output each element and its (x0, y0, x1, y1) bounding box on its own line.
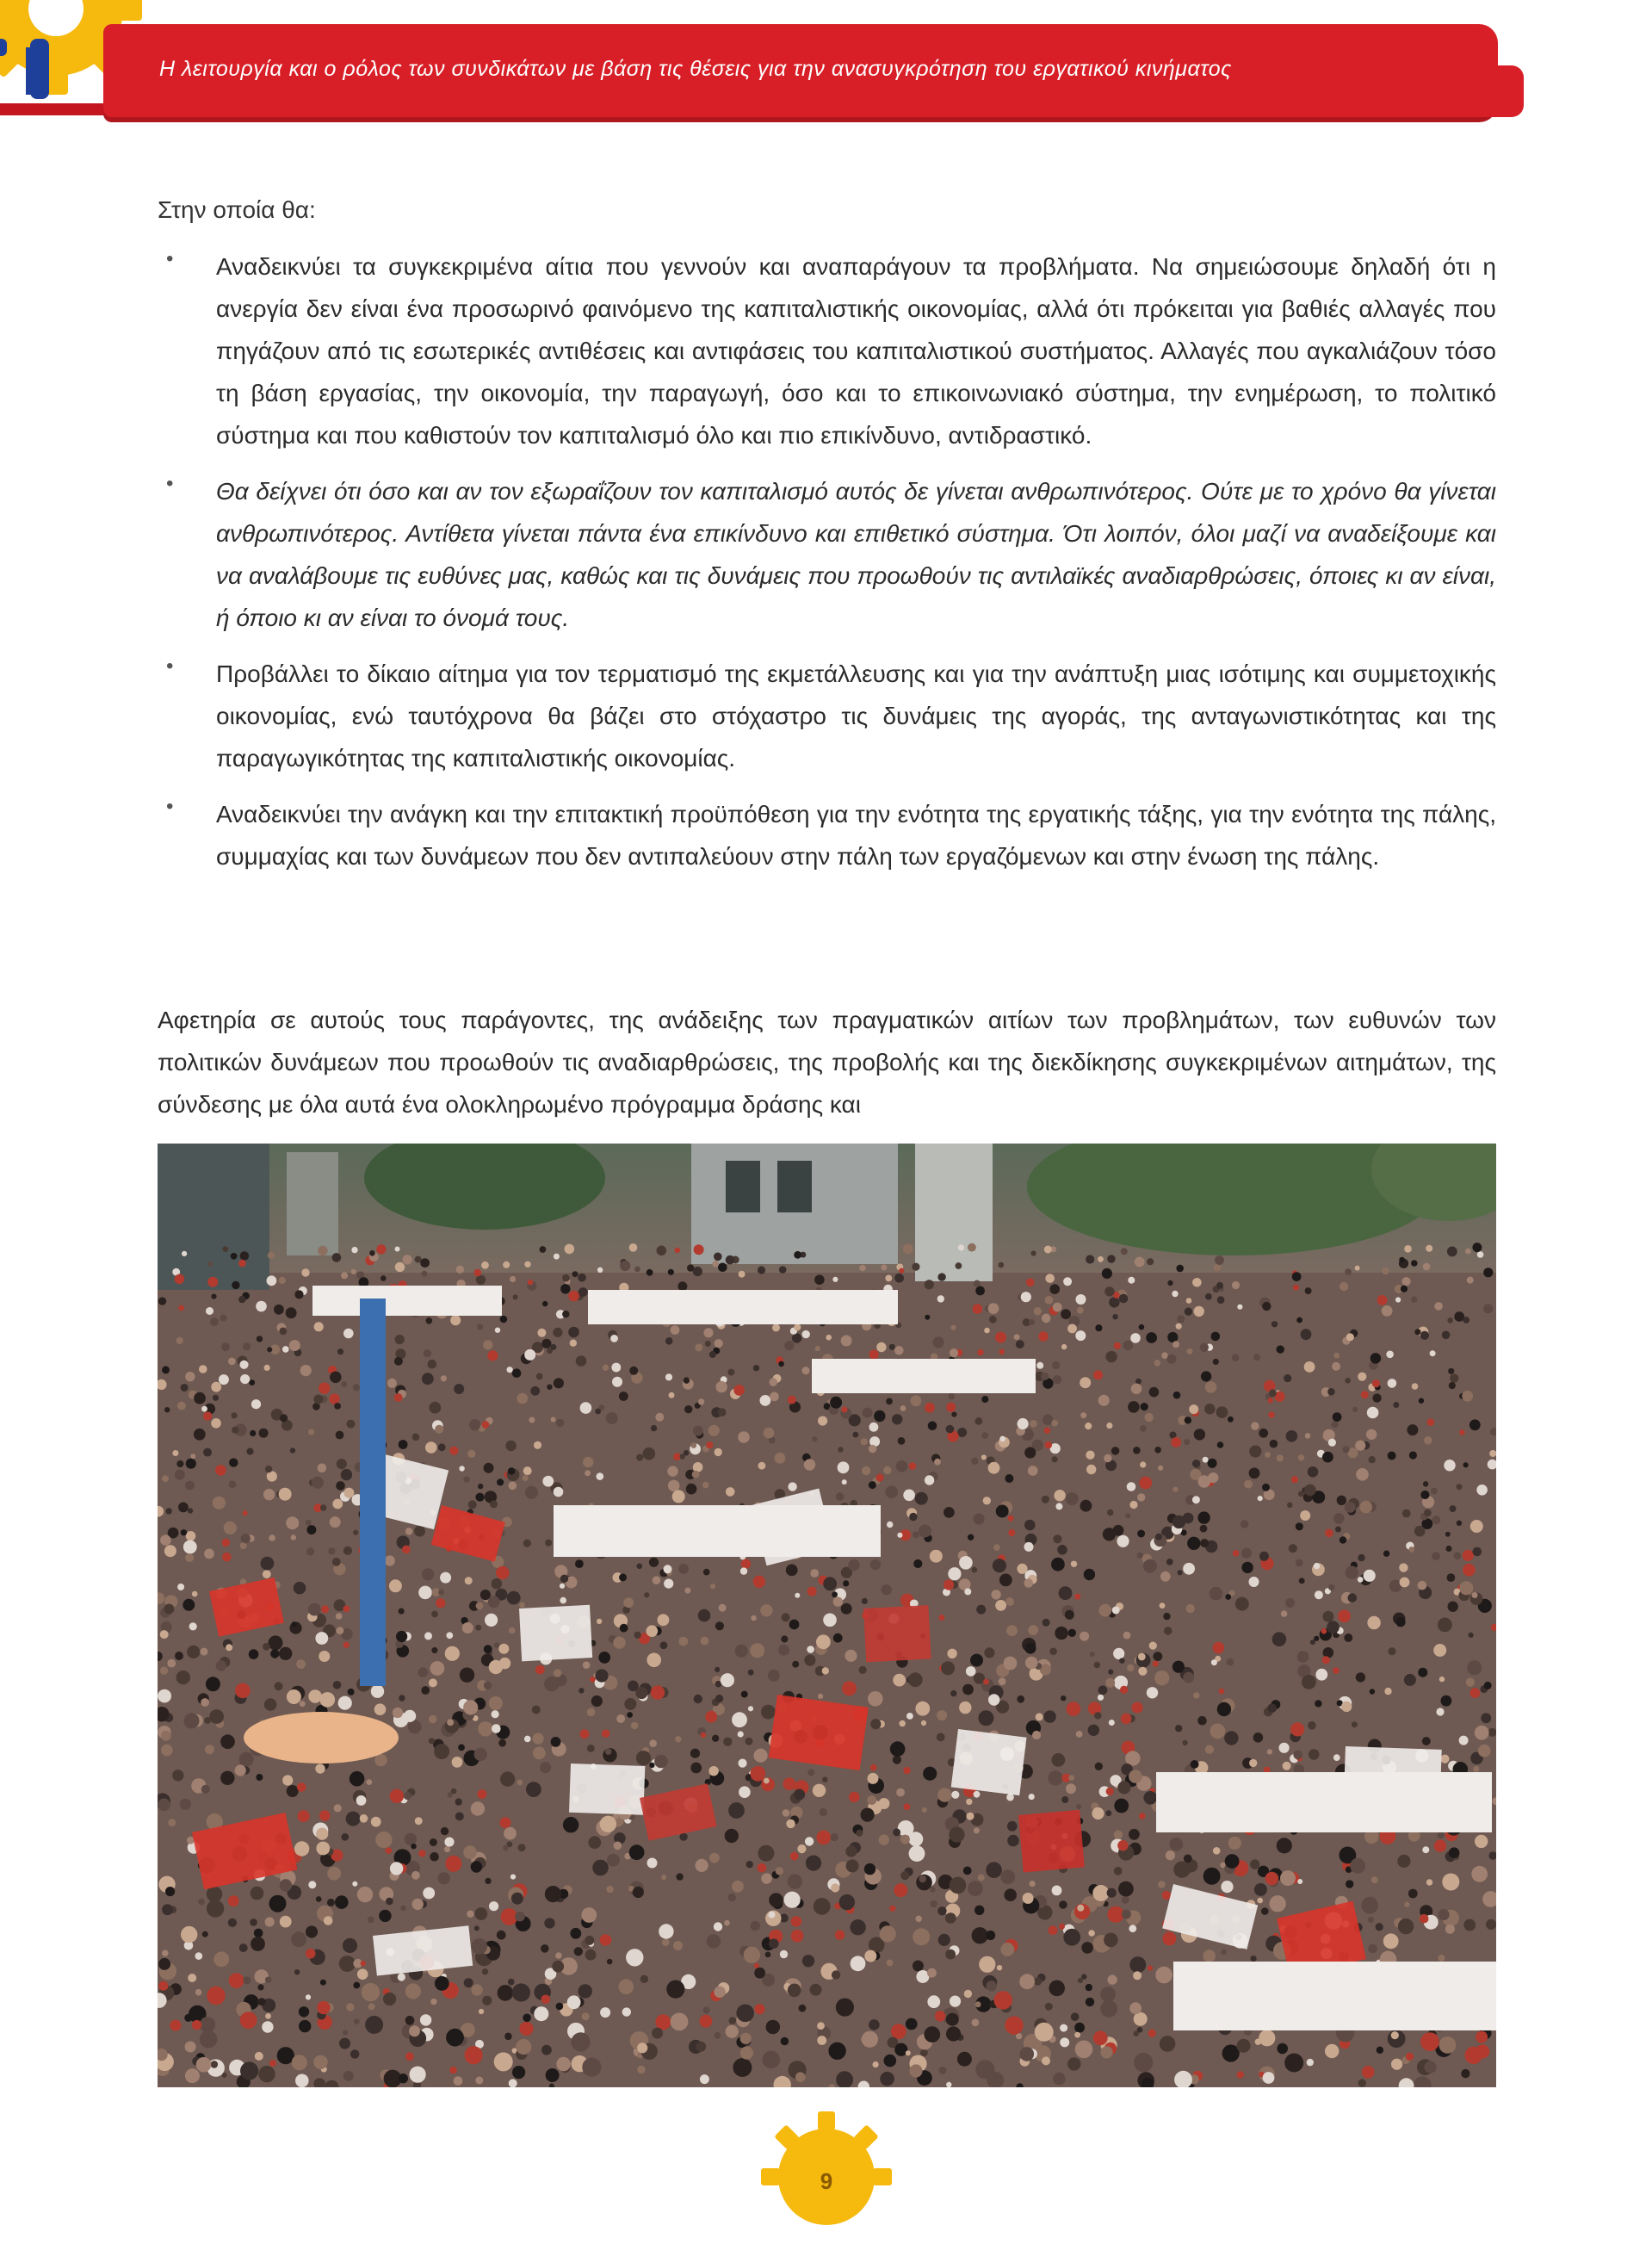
bullet-mark: • (166, 247, 174, 270)
page-number: 9 (820, 2168, 833, 2194)
bullet-list (158, 245, 1496, 891)
demonstration-photo (158, 1144, 1496, 2087)
intro-text: Στην οποία θα: (158, 196, 316, 223)
bullet-text: Προβάλλει το δίκαιο αίτημα για τον τερματισμό της εκμετάλλευσης και για την ανάπτυξη μιας ισότιμης και συμμετοχικής οικονομίας, ενώ ταυτόχρονα θα βάζει στο στόχαστρο τις δυνάμεις της αγοράς, της ανταγωνιστικότητας και της παραγωγικότητας της καπιταλιστικής οικονομίας. (216, 660, 1496, 772)
header-title: Η λειτουργία και ο ρόλος των συνδικάτων με βάση τις θέσεις για την ανασυγκρότηση του εργατικού κινήματος (159, 57, 1232, 81)
list-item (158, 470, 1496, 639)
bullet-text: Θα δείχνει ότι όσο και αν τον εξωραΐζουν τον καπιταλισμό αυτός δε γίνεται ανθρωπινότερος. Ούτε με το χρόνο θα γίνεται ανθρωπινότερος. Αντίθετα γίνεται πάντα ένα επικίνδυνο και επιθετικό σύστημα. Ότι λοιπόν, όλοι μαζί να αναδείξουμε και να αναλάβουμε τις ευθύνες μας, καθώς και τις δυνάμεις που προωθούν τις αντιλαϊκές αναδιαρθρώσεις, όποιες κι αν είναι, ή όποιο κι αν είναι το όνομά τους. (216, 478, 1496, 631)
bullet-mark: • (166, 472, 174, 495)
bullet-text: Αναδεικνύει την ανάγκη και την επιτακτική προϋπόθεση για την ενότητα της εργατικής τάξης, για την ενότητα της πάλης, συμμαχίας και των δυνάμεων που δεν αντιπαλεύουν στην πάλη των εργαζόμενων και στην ένωση της πάλης. (216, 801, 1496, 870)
list-item (158, 793, 1496, 877)
crowd-image (158, 1144, 1496, 2087)
bullet-mark: • (166, 654, 174, 678)
list-item (158, 653, 1496, 779)
bullet-mark: • (166, 795, 174, 818)
list-item (158, 245, 1496, 456)
bullet-text: Αναδεικνύει τα συγκεκριμένα αίτια που γεννούν και αναπαράγουν τα προβλήματα. Να σημειώσουμε δηλαδή ότι η ανεργία δεν είναι ένα προσωρινό φαινόμενο της καπιταλιστικής οικονομίας, αλλά ότι πρόκειται για βαθιές αλλαγές που πηγάζουν από τις εσωτερικές αντιθέσεις και αντιφάσεις του καπιταλιστικού συστήματος. Αλλαγές που αγκαλιάζουν τόσο τη βάση εργασίας, την οικονομία, την παραγωγή, όσο και το επικοινωνιακό σύστημα, την ενημέρωση, το πολιτικό σύστημα και που καθιστούν τον καπιταλισμό όλο και πιο επικίνδυνο, αντιδραστικό. (216, 253, 1496, 449)
closing-paragraph: Αφετηρία σε αυτούς τους παράγοντες, της ανάδειξης των πραγματικών αιτίων των προβλημάτων, των ευθυνών των πολιτικών δυνάμεων που προωθούν τις αναδιαρθρώσεις, της προβολής και της διεκδίκησης συγκεκριμένων αιτημάτων, της σύνδεσης με όλα αυτά ένα ολοκληρωμένο πρόγραμμα δράσης και (158, 1007, 1496, 1118)
